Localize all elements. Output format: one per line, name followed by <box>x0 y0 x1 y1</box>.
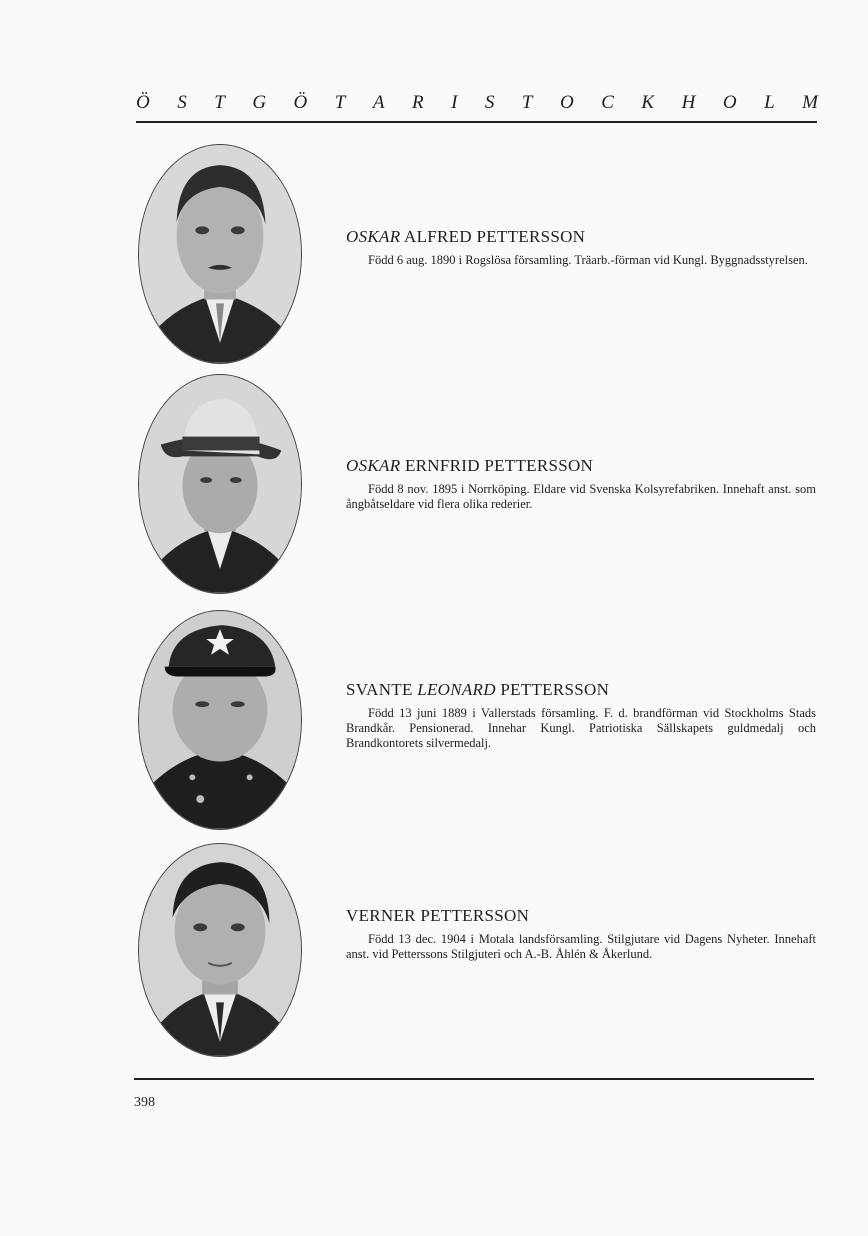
portrait-photo <box>138 144 302 364</box>
portrait-photo <box>138 843 302 1057</box>
person-name <box>346 456 816 476</box>
running-head-letter: H <box>681 92 696 113</box>
running-head-letter: S <box>177 92 187 113</box>
biography-text: Född 13 juni 1889 i Vallerstads församling. F. d. brandförman vid Stockholms Stads Brandkår. Pensionerad. Innehar Kungl. Patriotiska Sällskapets guldmedalj och Brandkontorets silvermedalj. <box>346 706 816 750</box>
header-rule <box>136 121 817 123</box>
name-roman: ERNFRID PETTERSSON <box>400 456 594 475</box>
portrait-man-suit-icon <box>139 145 301 363</box>
person-name <box>346 680 816 700</box>
name-italic: OSKAR <box>346 227 401 246</box>
running-head-letter: K <box>641 92 655 113</box>
portrait-firefighter-icon <box>139 611 301 829</box>
running-head-letter: O <box>559 92 574 113</box>
running-head-letter: T <box>334 92 346 113</box>
name-roman: VERNER PETTERSSON <box>346 906 530 925</box>
portrait-man-suit-icon <box>139 844 301 1056</box>
biography-text: Född 8 nov. 1895 i Norrköping. Eldare vid Svenska Kolsyrefabriken. Innehaft anst. som ångbåtseldare vid flera olika rederier. <box>346 482 816 511</box>
running-head-letter: T <box>214 92 225 113</box>
running-head-letter: M <box>802 92 818 113</box>
running-head-letter: O <box>722 92 737 113</box>
running-head-letter: Ö <box>293 92 308 113</box>
name-roman: ALFRED PETTERSSON <box>400 227 586 246</box>
footer-rule <box>134 1078 814 1080</box>
name-italic: OSKAR <box>346 456 401 475</box>
biography-text: Född 13 dec. 1904 i Motala landsförsamling. Stilgjutare vid Dagens Nyheter. Innehaft anst. vid Petterssons Stilgjuteri och A.-B. Åhlén & Åkerlund. <box>346 932 816 961</box>
biography-text: Född 6 aug. 1890 i Rogslösa församling. Träarb.-förman vid Kungl. Byggnadsstyrelsen. <box>368 253 808 267</box>
running-head-letter: L <box>764 92 775 113</box>
portrait-man-hat-icon <box>139 375 301 593</box>
running-head-letter: C <box>601 92 614 113</box>
running-head-letter: A <box>372 92 385 113</box>
running-head-letter: T <box>521 92 533 113</box>
page-number: 398 <box>134 1095 155 1110</box>
running-head-letter: S <box>484 92 495 113</box>
person-name <box>346 227 816 247</box>
name-roman: PETTERSSON <box>495 680 610 699</box>
running-head-letter: R <box>411 92 424 113</box>
person-name <box>346 906 816 926</box>
running-head-letter: Ö <box>136 92 150 113</box>
running-head-letter: I <box>451 92 458 113</box>
portrait-photo <box>138 374 302 594</box>
name-roman: SVANTE <box>346 680 418 699</box>
portrait-photo <box>138 610 302 830</box>
running-head-letter: G <box>252 92 267 113</box>
name-italic: LEONARD <box>417 680 496 699</box>
running-head <box>136 92 818 118</box>
